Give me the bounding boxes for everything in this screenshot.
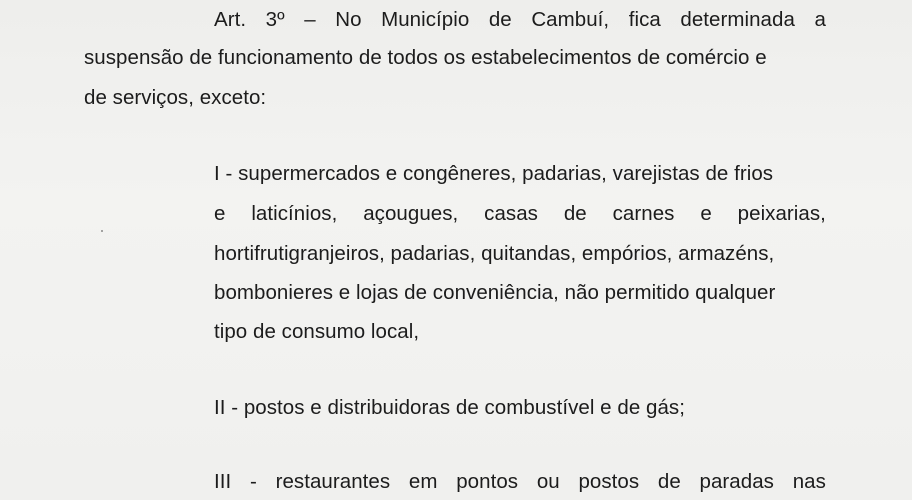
item-1-line-1: I - supermercados e congêneres, padarias, varejistas de frios bbox=[214, 162, 774, 185]
item-2-line-1: II - postos e distribuidoras de combustível e de gás; bbox=[214, 396, 685, 419]
item-3-line-1: III - restaurantes em pontos ou postos de paradas nas bbox=[214, 470, 826, 493]
item-1-line-4: bombonieres e lojas de conveniência, não permitido qualquer bbox=[214, 281, 776, 304]
article-line-2: suspensão de funcionamento de todos os estabelecimentos de comércio e bbox=[84, 46, 767, 69]
item-1-line-2: e laticínios, açougues, casas de carnes e peixarias, bbox=[214, 202, 826, 225]
article-line-1: Art. 3º – No Município de Cambuí, fica determinada a bbox=[214, 8, 826, 31]
item-1-line-3: hortifrutigranjeiros, padarias, quitandas, empórios, armazéns, bbox=[214, 242, 775, 265]
article-line-3: de serviços, exceto: bbox=[84, 86, 267, 109]
item-1-line-5: tipo de consumo local, bbox=[214, 320, 420, 343]
paper-speck bbox=[101, 230, 103, 232]
